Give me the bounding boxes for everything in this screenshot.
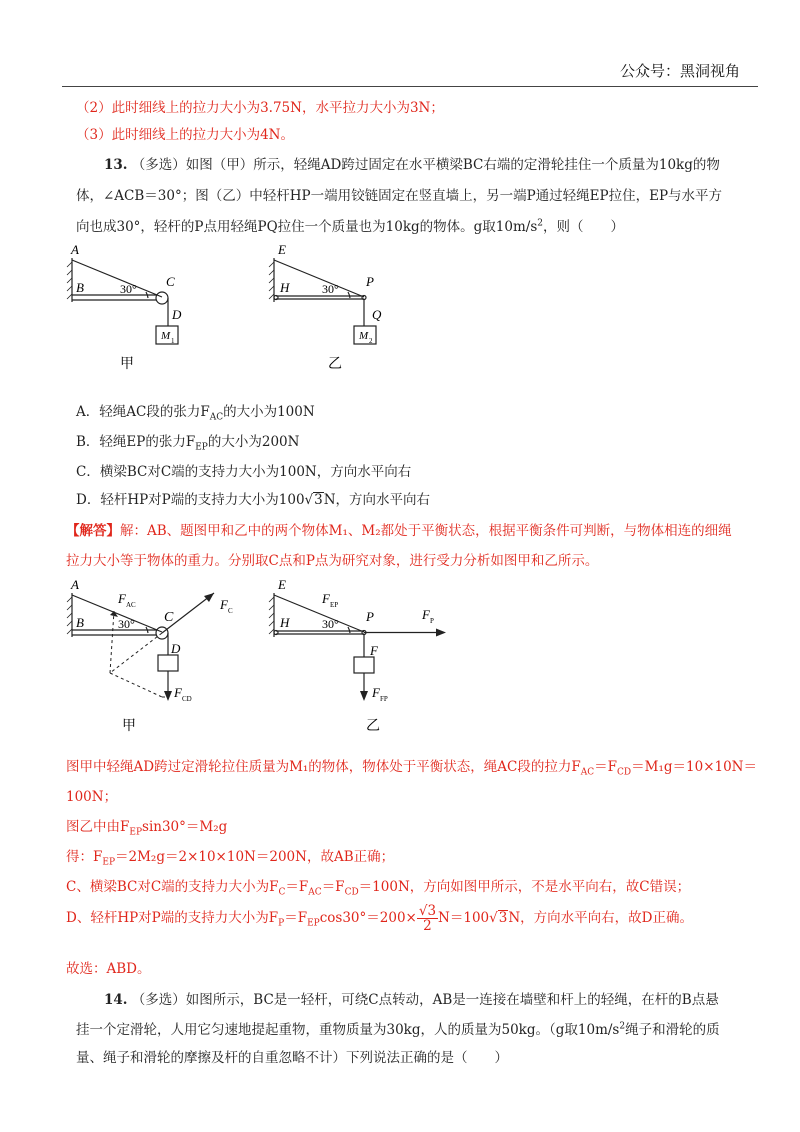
s1-sub1: AC (580, 767, 595, 778)
label-Q: Q (372, 307, 382, 322)
opt-a-post: 的大小为100N (223, 404, 315, 420)
mass-sub: 1 (171, 337, 175, 345)
angle-label: 30° (322, 617, 339, 631)
caption-yi: 乙 (328, 357, 342, 372)
force-sub-fac: AC (126, 601, 136, 609)
label-D: D (171, 641, 181, 656)
option-a (76, 400, 315, 423)
label-P: P (366, 609, 374, 624)
s4-sub2: AC (308, 887, 322, 898)
force-sub-fc: C (228, 607, 233, 615)
q14-text-line1 (104, 988, 719, 1008)
s3-post: ＝2M₂g＝2×10×10N＝200N，故AB正确； (115, 849, 395, 865)
force-label-fep: F (322, 591, 330, 606)
force-sub-fp: P (430, 617, 434, 625)
solution-step5: D、轻杆HP对P端的支持力大小为$F_P=F_{EP}\cos 30^\circ=200\times$ $\frac{√3}{2}$ N＝100√3N，方向水平向右，故D正确。 (66, 903, 693, 934)
solution-step3 (66, 845, 394, 868)
solution-step4 (66, 875, 690, 898)
q14-line2b: 绳子和滑轮的质 (625, 1022, 720, 1038)
s2-post: sin30°＝M₂g (142, 819, 228, 835)
option-d: D．轻杆HP对P端的支持力大小为100√3N，方向水平向右 (76, 492, 431, 508)
s4-sub3: CD (344, 887, 359, 898)
mass-label: M (161, 330, 171, 342)
angle-label: 30° (120, 282, 137, 296)
q14-text-line3: 量、绳子和滑轮的摩擦及杆的自重忽略不计）下列说法正确的是（ ） (76, 1050, 508, 1066)
s5-post: N，方向水平向右，故D正确。 (508, 910, 693, 926)
force-sub-fep: EP (330, 601, 339, 609)
q13-text-line3 (76, 215, 624, 235)
s1-pre: 图甲中轻绳AD跨过定滑轮拉住质量为M₁的物体，物体处于平衡状态，绳AC段的拉力F (66, 759, 581, 775)
opt-a-pre: A．轻绳AC段的张力F (76, 404, 210, 420)
mass-sub: 2 (369, 337, 373, 345)
header-rule (62, 86, 758, 87)
q13-line3b: ，则（ ） (543, 219, 624, 235)
force-label-ffp: F (372, 685, 380, 700)
question-number: 13. (104, 157, 128, 173)
q13-line1: （多选）如图（甲）所示，轻绳AD跨过固定在水平横梁BC右端的定滑轮挂住一个质量为10kg的物 (131, 157, 720, 173)
solution-step1b: 100N； (66, 789, 118, 805)
figure-yi (268, 240, 408, 375)
force-sub-fcd: CD (182, 695, 192, 703)
frac-den: 2 (423, 918, 432, 934)
angle-label: 30° (118, 617, 135, 631)
prev-answer-2: （2）此时细线上的拉力大小为3.75N，水平拉力大小为3N； (76, 100, 444, 116)
q14-line2a: 挂一个定滑轮，人用它匀速地提起重物，重物质量为30kg，人的质量为50kg。（g取10m/s (76, 1022, 620, 1038)
s4-m2: ＝F (321, 879, 345, 895)
label-C: C (164, 610, 174, 625)
option-b (76, 430, 299, 453)
label-F: F (370, 643, 378, 658)
opt-a-sub: AC (209, 412, 224, 423)
fraction (417, 904, 438, 933)
q13-line3a: 向也成30°，轻杆的P点用轻绳PQ拉住一个质量也为10kg的物体。g取10m/s (76, 219, 538, 235)
label-B: B (76, 615, 84, 630)
caption-jia: 甲 (120, 357, 134, 372)
s1-sub2: CD (617, 767, 632, 778)
solution-line2: 拉力大小等于物体的重力。分别取C点和P点为研究对象，进行受力分析如图甲和乙所示。 (66, 553, 599, 569)
option-c: C．横梁BC对C端的支持力大小为100N，方向水平向右 (76, 464, 412, 480)
caption-yi: 乙 (366, 719, 380, 734)
label-E: E (278, 242, 286, 257)
q13-text-line1 (104, 153, 720, 173)
s2-pre: 图乙中由F (66, 819, 130, 835)
opt-d-post: N，方向水平向右 (323, 492, 431, 508)
label-A: A (71, 242, 79, 257)
s5-sub2: EP (307, 918, 320, 929)
s5-pre: D、轻杆HP对P端的支持力大小为F (66, 910, 279, 926)
opt-b-pre: B．轻绳EP的张力F (76, 434, 196, 450)
s1-mid1: ＝F (594, 759, 618, 775)
label-H: H (280, 615, 290, 630)
q14-line2sup: 2 (619, 1021, 626, 1032)
q13-text-line2: 体，∠ACB＝30°；图（乙）中轻杆HP一端用铰链固定在竖直墙上，另一端P通过轻绳EP拉住，EP与水平方 (76, 188, 723, 204)
label-H: H (280, 280, 290, 295)
s4-pre: C、横梁BC对C端的支持力大小为F (66, 879, 279, 895)
s5-radicand: 3 (498, 910, 508, 926)
q13-line3sup: 2 (537, 218, 543, 229)
s4-sub1: C (278, 887, 286, 898)
solution-final: 故选：ABD。 (66, 961, 151, 977)
opt-b-sub: EP (195, 442, 208, 453)
force-sub-ffp: FP (380, 695, 388, 703)
s3-sub: EP (102, 857, 116, 868)
s5-m1: ＝F (284, 910, 308, 926)
s5-m3: N＝100 (438, 910, 490, 926)
frac-num: √3 (418, 903, 437, 919)
label-A: A (71, 577, 79, 592)
s1-post: ＝M₁g＝10×10N＝ (631, 759, 757, 775)
q14-text-line2 (76, 1018, 720, 1038)
solution-figure-jia (66, 575, 246, 740)
solution-line1 (66, 519, 732, 539)
s5-m2: cos30°＝200× (319, 910, 417, 926)
solution-tag: 【解答】 (66, 523, 120, 539)
label-C: C (166, 274, 175, 289)
solution-figure-yi (268, 575, 458, 740)
brand-header: 公众号：黑洞视角 (619, 62, 740, 80)
solution-step2 (66, 815, 227, 838)
angle-label: 30° (322, 282, 339, 296)
label-D: D (172, 307, 182, 322)
s2-sub: EP (129, 827, 143, 838)
label-P: P (366, 274, 374, 289)
force-label-fc: F (220, 597, 228, 612)
mass-label: M (359, 330, 369, 342)
question-number: 14. (104, 992, 128, 1008)
opt-b-post: 的大小为200N (207, 434, 300, 450)
q14-line1: （多选）如图所示，BC是一轻杆，可绕C点转动，AB是一连接在墙壁和杆上的轻绳，在杆的B点悬 (131, 992, 719, 1008)
figure-jia (66, 240, 206, 375)
caption-jia: 甲 (122, 719, 136, 734)
force-label-fcd: F (174, 685, 182, 700)
opt-d-pre: D．轻杆HP对P端的支持力大小为100 (76, 492, 305, 508)
opt-d-radicand: 3 (314, 492, 323, 508)
force-label-fac: F (118, 591, 126, 606)
prev-answer-3: （3）此时细线上的拉力大小为4N。 (76, 127, 294, 143)
s5-sub1: P (278, 918, 285, 929)
label-E: E (278, 577, 286, 592)
solution-line1-text: 解：AB、题图甲和乙中的两个物体M₁、M₂都处于平衡状态，根据平衡条件可判断，与物体相连的细绳 (120, 523, 732, 539)
force-label-fp: F (422, 607, 430, 622)
s4-m1: ＝F (285, 879, 309, 895)
s4-post: ＝100N，方向如图甲所示，不是水平向右，故C错误； (358, 879, 691, 895)
solution-step1 (66, 755, 757, 778)
label-B: B (76, 280, 84, 295)
s3-pre: 得：F (66, 849, 103, 865)
